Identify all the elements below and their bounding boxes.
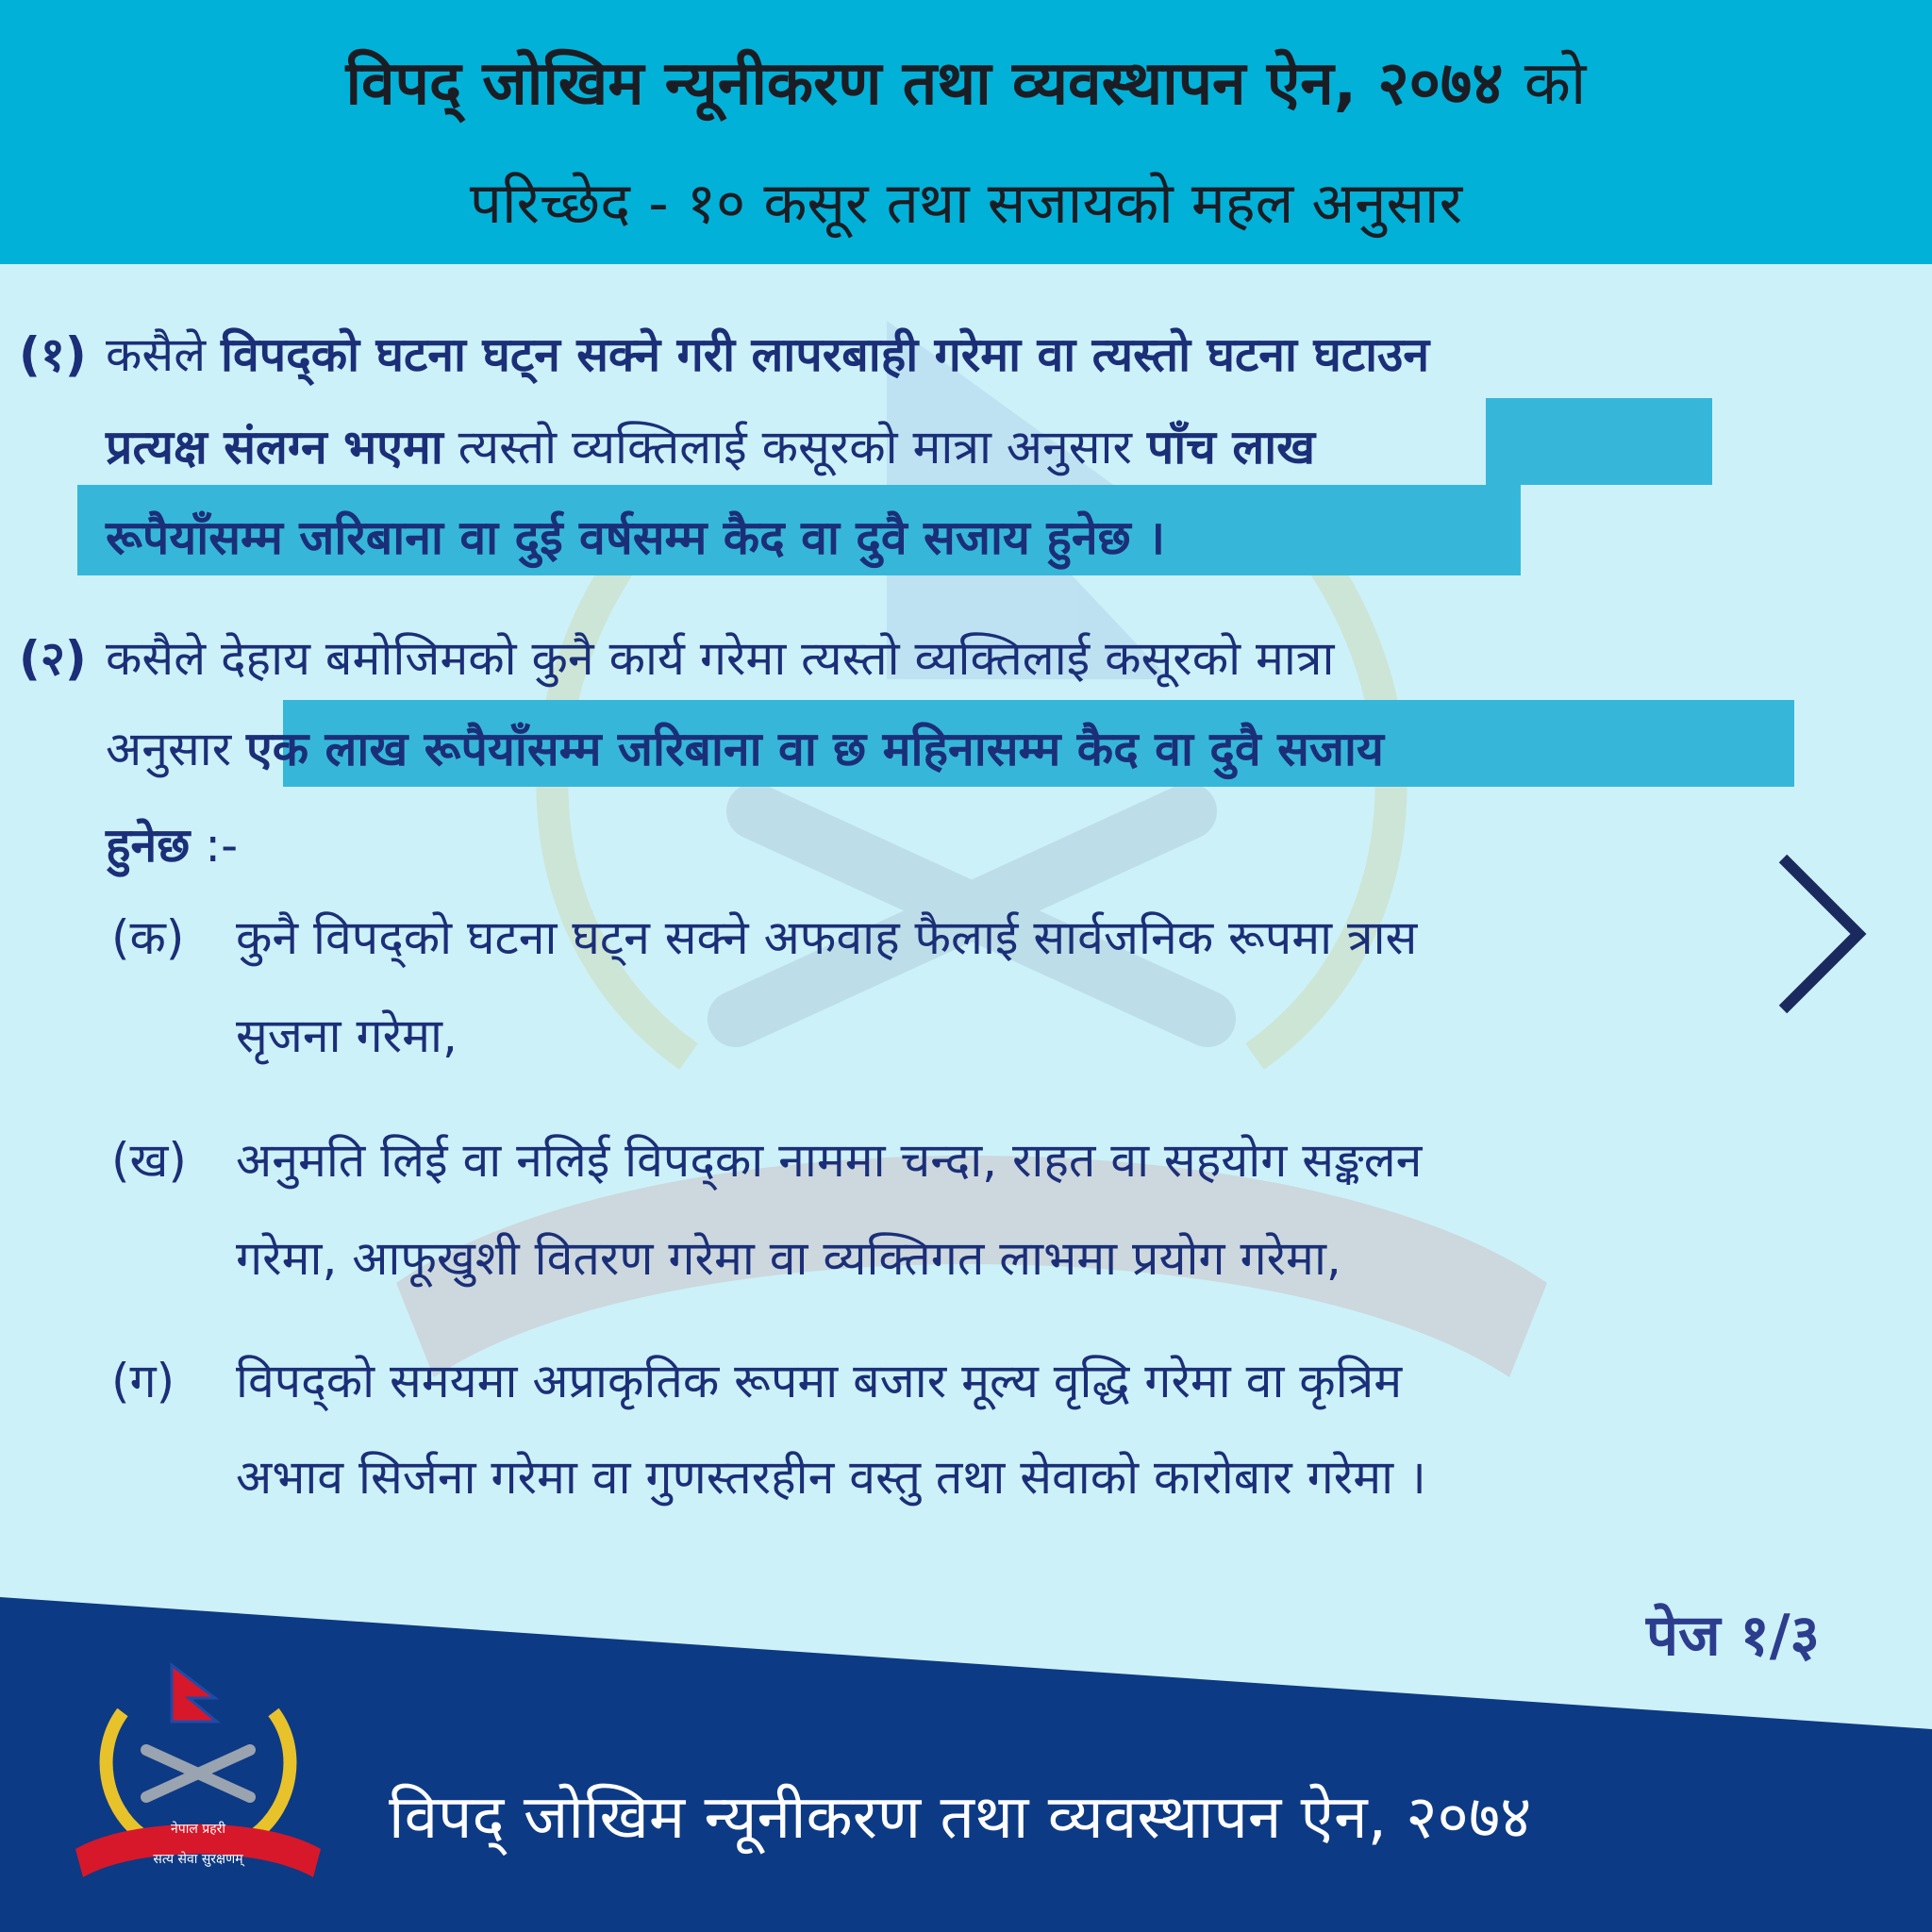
header-title-suffix: को <box>1524 49 1587 119</box>
sub-item-line-1: अनुमति लिई वा नलिई विपद्का नाममा चन्दा, राहत वा सहयोग सङ्कलन <box>236 1133 1423 1188</box>
sub-item-line-1: विपद्को समयमा अप्राकृतिक रूपमा बजार मूल्य वृद्धि गरेमा वा कृत्रिम <box>236 1354 1403 1408</box>
emblem-ribbon-top: नेपाल प्रहरी <box>170 1822 226 1837</box>
sub-item-line-2: सृजना गरेमा, <box>236 1008 458 1063</box>
section-2-line-2 <box>106 715 1384 779</box>
section-2-line-3 <box>106 811 238 875</box>
section-1-line-1-b: विपद्को घटना घट्न सक्ने गरी लापरबाही गरेमा वा त्यस्तो घटना घटाउन <box>221 327 1430 382</box>
section-2-line-2-highlight: एक लाख रूपैयाँसम्म जरिबाना वा छ महिनासम्म कैद वा दुवै सजाय <box>246 722 1384 776</box>
nepal-police-emblem <box>66 1646 330 1891</box>
header-title <box>0 40 1932 122</box>
section-1-line-2-a: प्रत्यक्ष संलग्न भएमा <box>106 420 443 475</box>
section-1-number: (१) <box>19 327 87 382</box>
section-2-line-1: कसैले देहाय बमोजिमको कुनै कार्य गरेमा त्यस्तो व्यक्तिलाई कसूरको मात्रा <box>106 631 1335 686</box>
header-banner <box>0 0 1932 264</box>
page-indicator: पेज १/३ <box>1646 1603 1820 1669</box>
section-2-line-2-a: अनुसार <box>106 722 247 776</box>
section-2-line-3-b: :- <box>190 818 239 873</box>
section-1-line-1 <box>106 321 1429 385</box>
footer-title: विपद् जोखिम न्यूनीकरण तथा व्यवस्थापन ऐन, २०७४ <box>389 1783 1532 1853</box>
header-subtitle: परिच्छेद - १० कसूर तथा सजायको महल अनुसार <box>469 171 1463 237</box>
section-2-line-3-a: हुनेछ <box>106 818 191 873</box>
sub-item-line-2: गरेमा, आफूखुशी वितरण गरेमा वा व्यक्तिगत लाभमा प्रयोग गरेमा, <box>236 1231 1341 1286</box>
sub-item-line-2: अभाव सिर्जना गरेमा वा गुणस्तरहीन वस्तु तथा सेवाको कारोबार गरेमा । <box>236 1450 1426 1505</box>
section-1-line-2-highlight: पाँच लाख <box>1146 420 1316 475</box>
section-1-line-1-a: कसैले <box>106 327 221 382</box>
section-1-line-2-b: त्यस्तो व्यक्तिलाई कसूरको मात्रा अनुसार <box>442 420 1147 475</box>
sub-item-line-1: कुनै विपद्को घटना घट्न सक्ने अफवाह फैलाई सार्वजनिक रूपमा त्रास <box>236 910 1418 965</box>
highlight-s1-l2 <box>1486 398 1712 485</box>
header-title-bold: विपद् जोखिम न्यूनीकरण तथा व्यवस्थापन ऐन, २०७४ <box>345 49 1504 119</box>
sub-item-label: (ग) <box>111 1354 175 1408</box>
sub-item-label: (क) <box>111 910 185 965</box>
section-2-number: (२) <box>19 631 87 686</box>
section-1-line-3: रूपैयाँसम्म जरिबाना वा दुई वर्षसम्म कैद वा दुवै सजाय हुनेछ । <box>106 510 1166 565</box>
sub-item-label: (ख) <box>111 1133 187 1188</box>
chevron-right-icon[interactable] <box>1774 849 1868 1019</box>
section-1-line-2 <box>106 413 1315 477</box>
emblem-ribbon-bottom: सत्य सेवा सुरक्षणम् <box>153 1852 243 1867</box>
